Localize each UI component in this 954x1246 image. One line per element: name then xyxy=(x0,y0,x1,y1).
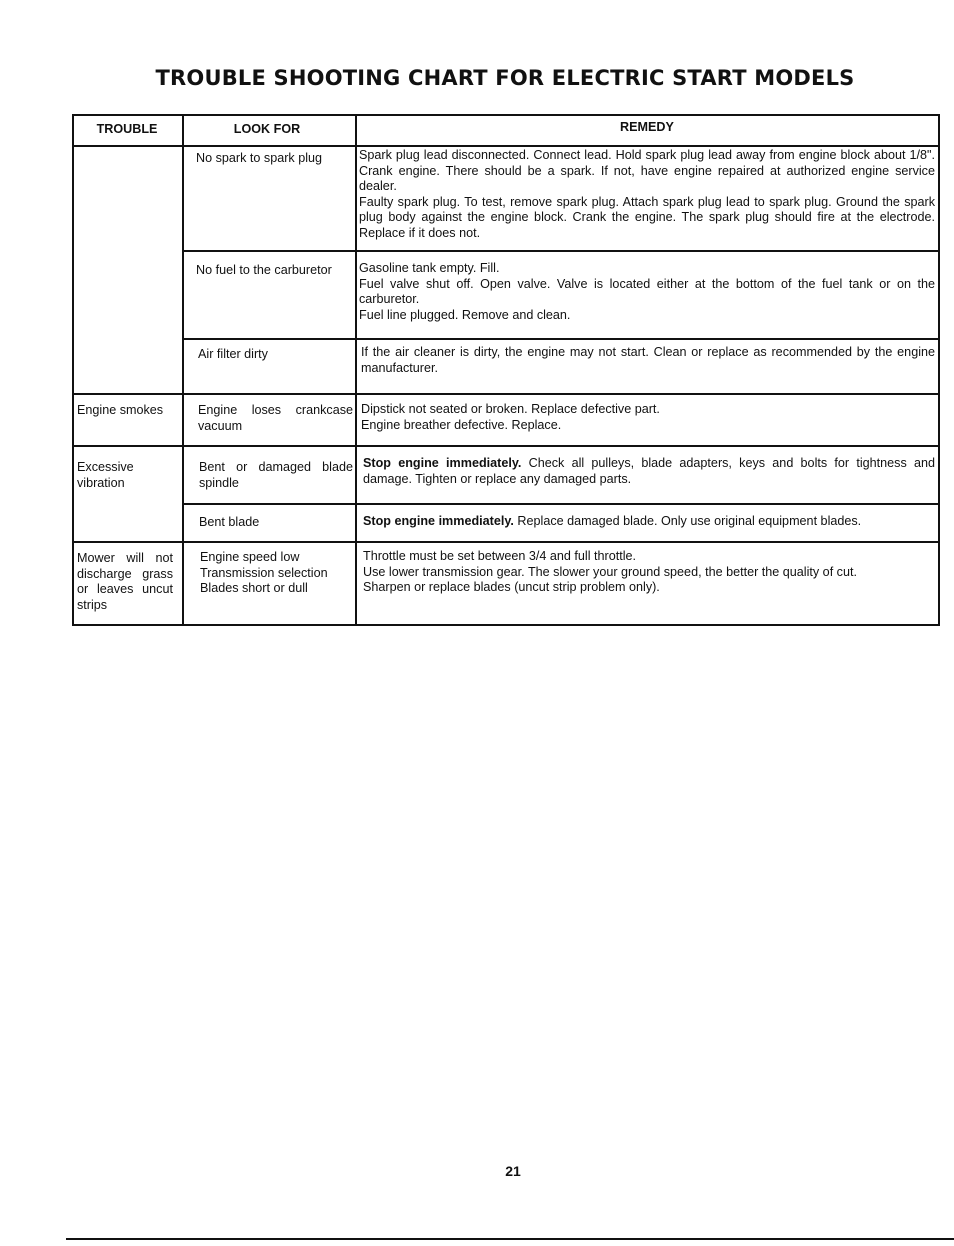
look-for-cell: No spark to spark plug xyxy=(196,151,322,165)
table-border-bottom xyxy=(72,624,940,626)
look-for-cell: Engine loses crankcase vacuum xyxy=(198,403,353,433)
troubleshooting-table xyxy=(72,114,940,626)
header-remedy: REMEDY xyxy=(620,120,674,134)
look-for-line: Transmission selection xyxy=(200,565,328,580)
column-divider-2 xyxy=(355,114,357,626)
remedy-cell xyxy=(361,345,935,376)
trouble-cell: Excessive vibration xyxy=(77,460,134,490)
remedy-text: Check all pulleys, blade adapters, keys and bolts for tightness and damage. Tighten or replace any damaged parts. xyxy=(363,456,935,486)
row-divider xyxy=(182,503,938,505)
look-for-line: Engine speed low xyxy=(200,550,300,564)
remedy-line: Gasoline tank empty. Fill. xyxy=(359,261,500,275)
remedy-cell xyxy=(359,261,935,323)
header-divider xyxy=(72,145,938,147)
remedy-cell xyxy=(363,549,935,596)
remedy-line: Fuel line plugged. Remove and clean. xyxy=(359,307,571,322)
remedy-cell xyxy=(359,148,935,242)
row-divider xyxy=(72,541,938,543)
remedy-cell xyxy=(361,402,935,433)
row-divider xyxy=(182,338,938,340)
remedy-cell xyxy=(363,456,935,487)
remedy-bold-text: Stop engine immediately. xyxy=(363,514,514,528)
trouble-cell: Mower will not discharge grass or leaves uncut strips xyxy=(77,551,173,612)
row-divider xyxy=(72,445,938,447)
remedy-line: If the air cleaner is dirty, the engine may not start. Clean or replace as recommended by the engine manufacturer. xyxy=(361,345,935,375)
look-for-cell: No fuel to the carburetor xyxy=(196,263,332,277)
remedy-line: Fuel valve shut off. Open valve. Valve is located either at the bottom of the fuel tank or on the carburetor. xyxy=(359,276,935,307)
remedy-line: Sharpen or replace blades (uncut strip problem only). xyxy=(363,580,660,595)
table-border-top xyxy=(72,114,938,116)
table-border-left xyxy=(72,114,74,626)
remedy-text: Replace damaged blade. Only use original equipment blades. xyxy=(513,514,862,528)
remedy-bold-text: Stop engine immediately. xyxy=(363,456,522,470)
footer-rule xyxy=(66,1238,954,1240)
trouble-cell: Engine smokes xyxy=(77,403,164,417)
look-for-cell: Bent blade xyxy=(199,515,260,529)
remedy-line: Use lower transmission gear. The slower your ground speed, the better the quality of cut. xyxy=(363,564,857,579)
remedy-line: Faulty spark plug. To test, remove spark plug. Attach spark plug lead to spark plug. Ground the spark plug body against the engine block. Crank the engine. The spark plug should fire at the electrode. Replace if it does not. xyxy=(359,194,935,240)
remedy-line: Engine breather defective. Replace. xyxy=(361,417,562,432)
row-divider xyxy=(182,250,938,252)
page-title: TROUBLE SHOOTING CHART FOR ELECTRIC START MODELS xyxy=(155,66,855,90)
header-look-for: LOOK FOR xyxy=(233,122,301,136)
table-border-right xyxy=(938,114,940,626)
look-for-cell: Bent or damaged blade spindle xyxy=(199,460,353,490)
header-trouble: TROUBLE xyxy=(96,122,158,136)
page-number: 21 xyxy=(505,1163,521,1179)
look-for-cell: Air filter dirty xyxy=(198,347,268,361)
row-divider xyxy=(72,393,938,395)
remedy-line: Spark plug lead disconnected. Connect lead. Hold spark plug lead away from engine block about 1/8". Crank engine. There should be a spark. If not, have engine repaired at authorized engine service dealer. xyxy=(359,148,935,194)
remedy-line: Throttle must be set between 3/4 and full throttle. xyxy=(363,549,637,563)
look-for-line: Blades short or dull xyxy=(200,581,308,596)
remedy-cell xyxy=(363,514,935,530)
column-divider-1 xyxy=(182,114,184,626)
look-for-cell xyxy=(200,550,354,597)
remedy-line: Dipstick not seated or broken. Replace defective part. xyxy=(361,402,660,416)
